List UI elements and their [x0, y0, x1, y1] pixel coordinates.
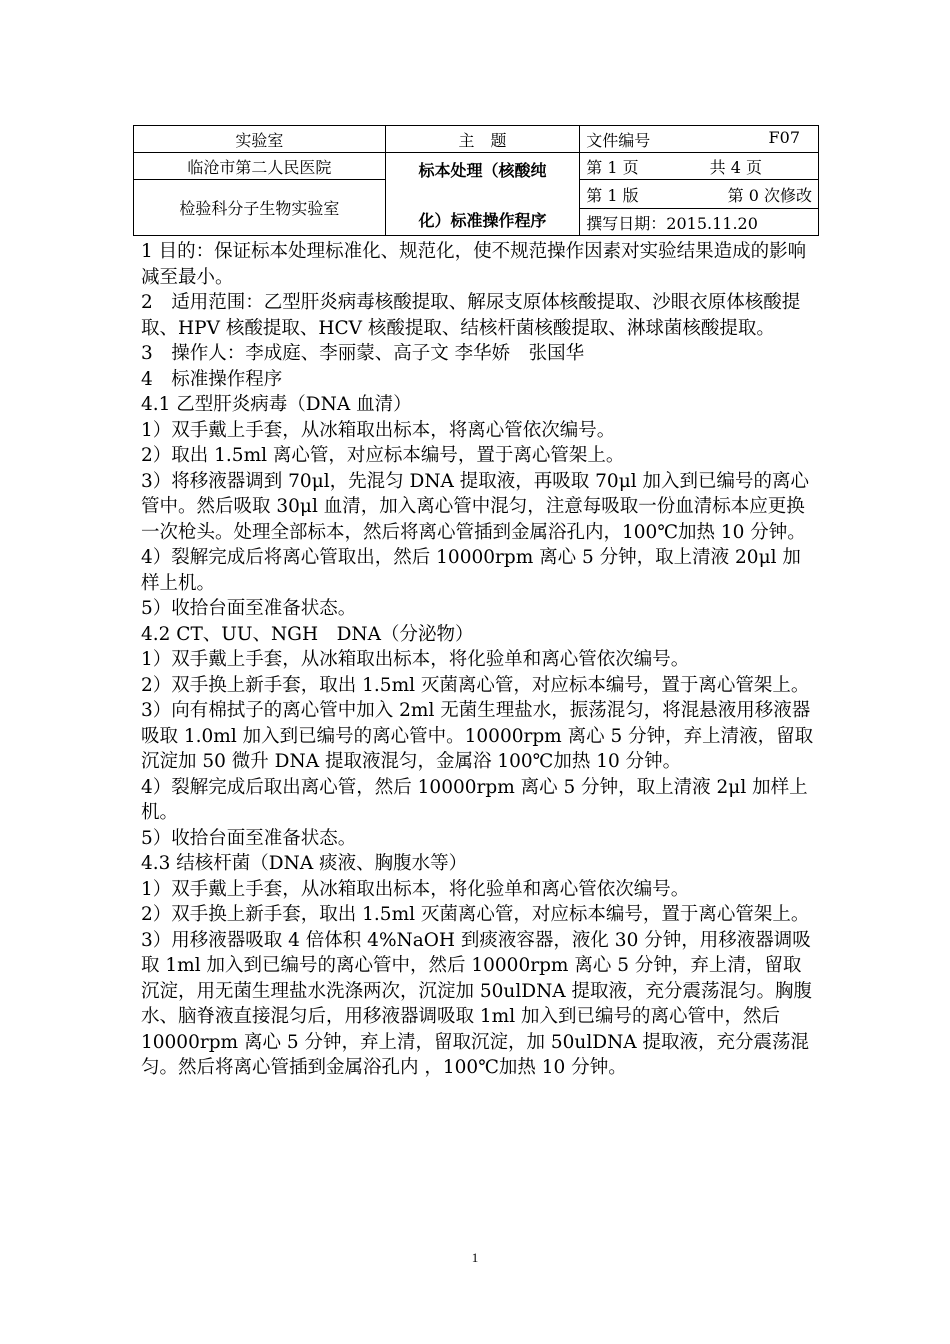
total-pages: 共 4 页 — [709, 157, 762, 177]
page-number: 1 — [471, 1250, 479, 1265]
date-cell: 撰写日期：2015.11.20 — [580, 209, 819, 236]
document-title-cell — [385, 153, 580, 236]
paragraph: 3）用移液器吸取 4 倍体积 4%NaOH 到痰液容器，液化 30 分钟，用移液器调吸取 1ml 加入到已编号的离心管中，然后 10000rpm 离心 5 分钟，弃上清，留取沉淀，用无菌生理盐水洗涤两次，沉淀加 50ulDNA 提取液，充分震荡混匀。胸腹水、脑脊液直接混匀后，用移液器调吸取 1ml 加入到已编号的离心管中，然后 10000rpm 离心 5 分钟，弃上清，留取沉淀，加 50ulDNA 提取液，充分震荡混匀。然后将离心管插到金属浴孔内 ，100℃加热 10 分钟。 — [141, 929, 813, 1078]
document-body — [141, 239, 817, 1081]
page-info-cell — [580, 153, 819, 180]
hospital-name: 临沧市第二人民医院 — [134, 153, 386, 180]
paragraph: 4 标准操作程序 — [141, 368, 283, 390]
section-heading: 4.2 CT、UU、NGH DNA（分泌物） — [141, 623, 474, 645]
paragraph: 1）双手戴上手套，从冰箱取出标本，将离心管依次编号。 — [141, 419, 616, 441]
paragraph: 1）双手戴上手套，从冰箱取出标本，将化验单和离心管依次编号。 — [141, 878, 690, 900]
paragraph: 2）双手换上新手套，取出 1.5ml 灭菌离心管，对应标本编号，置于离心管架上。 — [141, 674, 810, 696]
doc-number-value: F07 — [768, 127, 800, 147]
paragraph: 4）裂解完成后将离心管取出，然后 10000rpm 离心 5 分钟，取上清液 20μl 加样上机。 — [141, 547, 801, 594]
revision-label: 第 0 次修改 — [727, 185, 812, 205]
edition-label: 第 1 版 — [586, 185, 639, 205]
paragraph: 5）收拾台面至准备状态。 — [141, 827, 357, 849]
document-header-table — [133, 125, 819, 236]
paragraph: 5）收拾台面至准备状态。 — [141, 598, 357, 619]
paragraph: 3 操作人：李成庭、李丽蒙、高子文 李华娇 张国华 — [141, 343, 585, 364]
section-heading: 4.3 结核杆菌（DNA 痰液、胸腹水等） — [141, 853, 468, 874]
paragraph: 2 适用范围：乙型肝炎病毒核酸提取、解尿支原体核酸提取、沙眼衣原体核酸提取、HPV 核酸提取、HCV 核酸提取、结核杆菌核酸提取、淋球菌核酸提取。 — [141, 292, 801, 339]
paragraph: 1）双手戴上手套，从冰箱取出标本，将化验单和离心管依次编号。 — [141, 649, 690, 670]
section-heading: 4.1 乙型肝炎病毒（DNA 血清） — [141, 394, 412, 415]
paragraph: 3）向有棉拭子的离心管中加入 2ml 无菌生理盐水，振荡混匀，将混悬液用移液器吸取 1.0ml 加入到已编号的离心管中。10000rpm 离心 5 分钟，弃上清液，留取沉淀加 50 微升 DNA 提取液混匀，金属浴 100℃加热 10 分钟。 — [141, 700, 814, 772]
paragraph: 2）取出 1.5ml 离心管，对应标本编号，置于离心管架上。 — [141, 445, 625, 466]
edition-cell — [580, 180, 819, 209]
lab-label: 实验室 — [134, 126, 386, 153]
page-label: 第 1 页 — [586, 157, 639, 177]
department-cell — [134, 180, 386, 236]
document-title-line2: 化）标准操作程序 — [418, 211, 547, 230]
doc-number-label: 文件编号 — [586, 130, 651, 150]
paragraph: 1 目的：保证标本处理标准化、规范化，使不规范操作因素对实验结果造成的影响减至最小。 — [141, 241, 807, 288]
paragraph: 3）将移液器调到 70μl，先混匀 DNA 提取液，再吸取 70μl 加入到已编号的离心管中。然后吸取 30μl 血清，加入离心管中混匀，注意每吸取一份血清标本应更换一次枪头。处理全部标本，然后将离心管插到金属浴孔内，100℃加热 10 分钟。 — [141, 470, 810, 543]
subject-label: 主 题 — [385, 126, 580, 153]
paragraph: 2）双手换上新手套，取出 1.5ml 灭菌离心管，对应标本编号，置于离心管架上。 — [141, 904, 810, 925]
department-name: 检验科分子生物实验室 — [179, 199, 340, 218]
paragraph: 4）裂解完成后取出离心管，然后 10000rpm 离心 5 分钟，取上清液 2μl 加样上机。 — [141, 776, 808, 823]
doc-number-cell — [580, 126, 819, 153]
document-title-line1: 标本处理（核酸纯 — [418, 161, 547, 180]
